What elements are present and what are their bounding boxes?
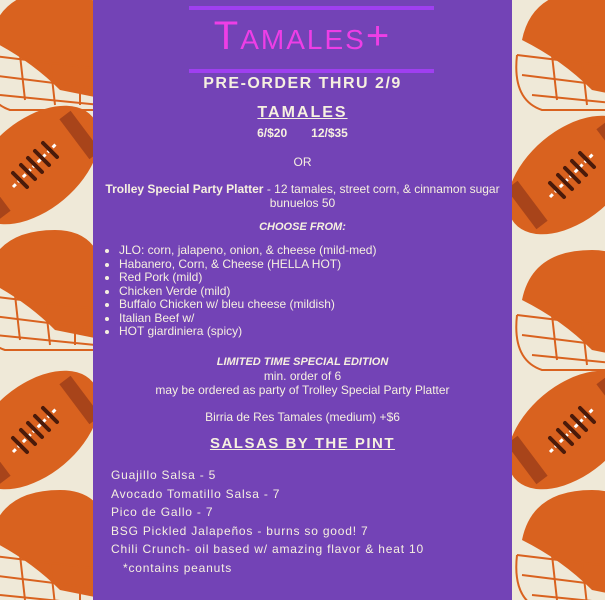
football-decor-icon [512, 0, 605, 600]
list-item: BSG Pickled Jalapeños - burns so good! 7 [111, 523, 369, 538]
platter-text [93, 182, 512, 210]
special-heading: LIMITED TIME SPECIAL EDITION [216, 356, 389, 368]
special-note: may be ordered as party of Trolley Special Party Platter [155, 383, 450, 397]
left-decor-strip [0, 0, 93, 600]
divider [189, 69, 434, 73]
price-6: 6/$20 [257, 126, 288, 140]
platter-desc: - 12 tamales, street corn, & cinnamon sugar bunuelos 50 [263, 182, 500, 210]
salsas-heading: SALSAS BY THE PINT [209, 435, 396, 452]
preorder-date: PRE-ORDER THRU 2/9 [203, 75, 402, 92]
special-min: min. order of 6 [263, 369, 342, 383]
football-decor-icon [0, 0, 93, 600]
list-item: Chili Crunch- oil based w/ amazing flavor & heat 10 [111, 542, 424, 556]
menu-panel [93, 0, 512, 600]
salsa-list [111, 466, 424, 577]
list-item: Guajillo Salsa - 5 [111, 468, 217, 482]
list-item: Pico de Gallo - 7 [111, 505, 214, 519]
list-item: • Habanero, Corn, & Cheese (HELLA HOT) [119, 258, 376, 272]
list-item: • Buffalo Chicken w/ bleu cheese (mildish) [119, 298, 376, 312]
platter-name: Trolley Special Party Platter [105, 182, 264, 196]
special-item: Birria de Res Tamales (medium) +$6 [205, 410, 400, 424]
peanut-note: *contains peanuts [123, 560, 233, 575]
tamales-heading: TAMALES [257, 104, 348, 121]
flavor-list [107, 244, 376, 339]
price-12: 12/$35 [311, 126, 348, 140]
list-item: Avocado Tomatillo Salsa - 7 [111, 486, 281, 501]
list-item: • Italian Beef w/ [119, 312, 376, 326]
list-item: • HOT giardiniera (spicy) [119, 325, 376, 339]
divider [189, 6, 434, 10]
choose-heading: CHOOSE FROM: [259, 221, 346, 233]
page-title: Tamales+ [213, 14, 392, 58]
tamale-prices [93, 126, 512, 140]
list-item: • Red Pork (mild) [119, 271, 376, 285]
list-item: • Chicken Verde (mild) [119, 285, 376, 299]
list-item: • JLO: corn, jalapeno, onion, & cheese (mild-med) [119, 244, 376, 258]
right-decor-strip [512, 0, 605, 600]
or-text: OR [293, 155, 312, 169]
